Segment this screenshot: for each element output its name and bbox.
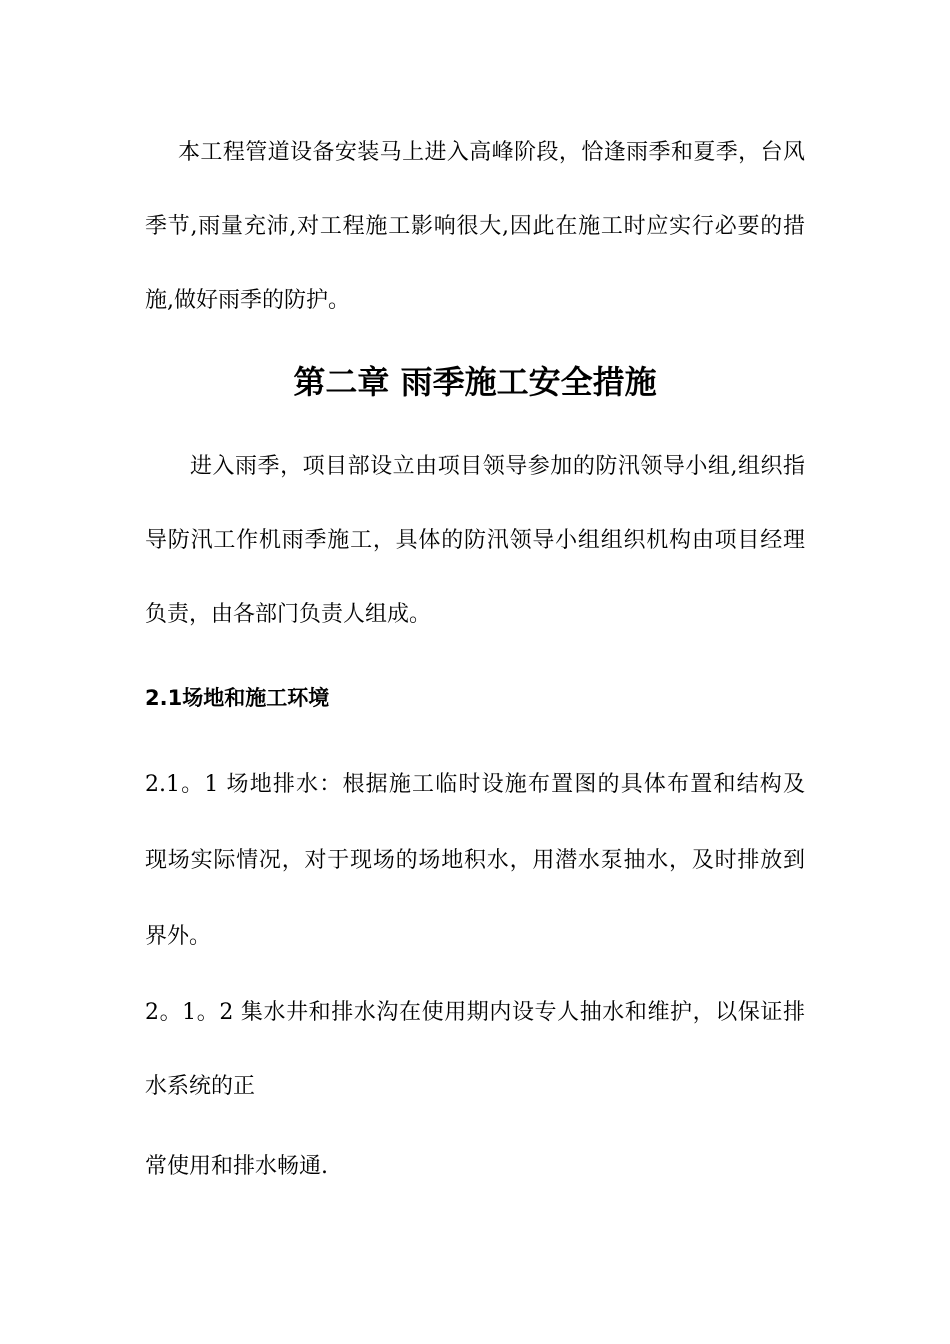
intro-line-3: 施,做好雨季的防护。	[145, 288, 350, 313]
chapter-line-2: 导防汛工作机雨季施工，具体的防汛领导小组组织机构由项目经理	[145, 528, 805, 553]
chapter-title: 第二章 雨季施工安全措施	[293, 363, 657, 401]
item2-line-2: 水系统的正	[145, 1074, 256, 1099]
item1-line-1: 2.1。1 场地排水：根据施工临时设施布置图的具体布置和结构及	[145, 772, 805, 797]
intro-line-2: 季节,雨量充沛,对工程施工影响很大,因此在施工时应实行必要的措	[145, 214, 805, 239]
item2-line-1: 2。1。2 集水井和排水沟在使用期内设专人抽水和维护，以保证排	[145, 1000, 805, 1025]
chapter-line-1: 进入雨季，项目部设立由项目领导参加的防汛领导小组,组织指	[190, 454, 805, 479]
chapter-line-3: 负责，由各部门负责人组成。	[145, 602, 432, 627]
section-heading: 2.1场地和施工环境	[145, 686, 330, 710]
intro-line-1: 本工程管道设备安装马上进入高峰阶段，恰逢雨季和夏季，台风	[178, 140, 805, 165]
item1-line-3: 界外。	[145, 924, 212, 949]
item2-line-3: 常使用和排水畅通.	[145, 1154, 328, 1179]
item1-line-2: 现场实际情况，对于现场的场地积水，用潜水泵抽水，及时排放到	[145, 848, 805, 873]
